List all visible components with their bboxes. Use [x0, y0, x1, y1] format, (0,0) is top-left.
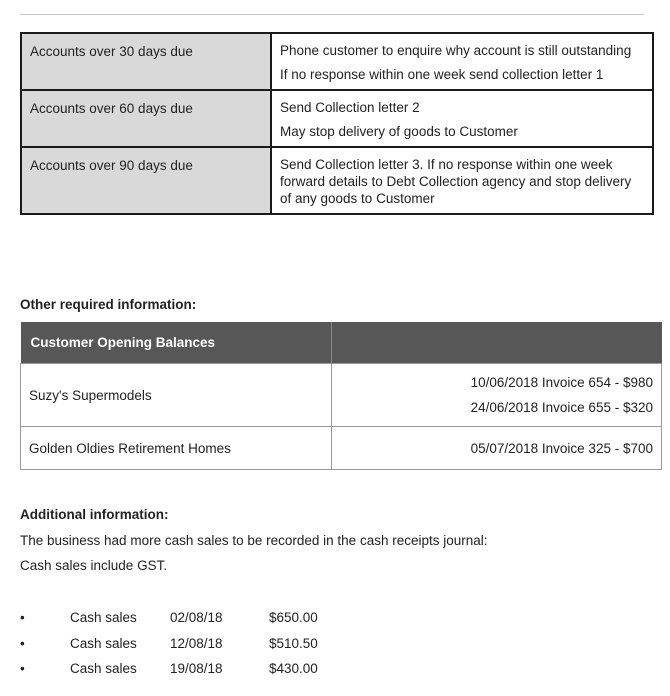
invoice-line: 24/06/2018 Invoice 655 - $320	[470, 400, 653, 415]
other-info-heading: Other required information:	[20, 297, 197, 312]
policy-row	[21, 90, 653, 147]
cash-sale-date: 19/08/18	[170, 661, 223, 676]
table-row	[21, 427, 662, 470]
policy-action: Phone customer to enquire why account is still outstanding	[280, 43, 632, 58]
cash-sale-label: Cash sales	[70, 661, 137, 676]
policy-action: Send Collection letter 2	[280, 100, 420, 115]
cash-sale-amount: $510.50	[269, 635, 318, 651]
policy-row-label: Accounts over 90 days due	[21, 147, 271, 214]
policy-row-label: Accounts over 60 days due	[21, 90, 271, 147]
policy-action: Send Collection letter 3. If no response within one week forward details to Debt Collection agency and stop delivery of any goods to Customer	[280, 157, 632, 206]
customer-name: Golden Oldies Retirement Homes	[21, 427, 332, 470]
bullet-icon: •	[20, 610, 25, 625]
table-row	[21, 364, 662, 427]
invoice-line: 05/07/2018 Invoice 325 - $700	[470, 440, 653, 456]
policy-row-actions	[271, 90, 653, 147]
policy-row	[21, 33, 653, 90]
gst-note: Cash sales include GST.	[20, 558, 168, 573]
bullet-icon: •	[20, 661, 25, 676]
policy-action: If no response within one week send collection letter 1	[280, 67, 604, 82]
policy-row-actions	[271, 33, 653, 90]
cash-sale-label: Cash sales	[70, 610, 137, 625]
cash-sale-date: 12/08/18	[170, 635, 223, 651]
table-header: Customer Opening Balances	[21, 322, 332, 364]
customer-invoices	[332, 364, 662, 427]
policy-row-label: Accounts over 30 days due	[21, 33, 271, 90]
invoice-line: 10/06/2018 Invoice 654 - $980	[470, 375, 653, 390]
cash-sale-date: 02/08/18	[170, 610, 223, 625]
policy-row	[21, 147, 653, 214]
collection-policy-table	[20, 32, 654, 215]
customer-name: Suzy's Supermodels	[21, 364, 332, 427]
table-header-empty	[332, 322, 662, 364]
top-divider	[20, 14, 644, 15]
additional-info-heading: Additional information:	[20, 507, 169, 522]
cash-sale-label: Cash sales	[70, 635, 137, 651]
cash-sale-amount: $430.00	[269, 661, 318, 676]
additional-info-text: The business had more cash sales to be recorded in the cash receipts journal:	[20, 533, 488, 548]
cash-sale-amount: $650.00	[269, 610, 318, 625]
policy-row-actions	[271, 147, 653, 214]
bullet-icon: •	[20, 635, 25, 651]
customer-invoices	[332, 427, 662, 470]
policy-action: May stop delivery of goods to Customer	[280, 124, 518, 139]
opening-balances-table	[20, 322, 662, 470]
table-header-row	[21, 322, 662, 364]
